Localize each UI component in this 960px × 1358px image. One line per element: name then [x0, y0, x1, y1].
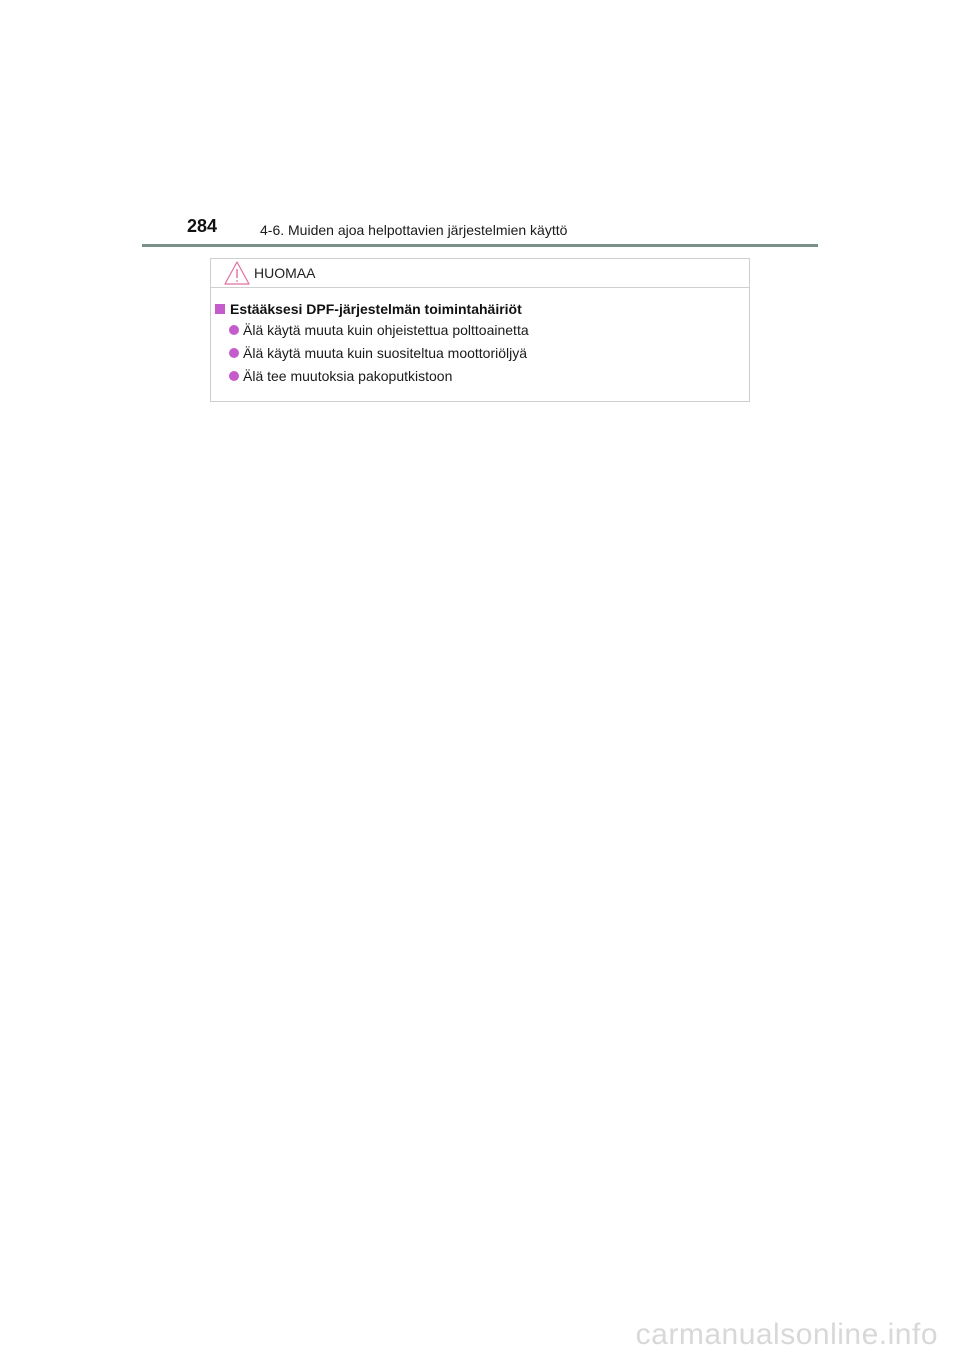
list-item: [229, 322, 529, 338]
notice-label: HUOMAA: [254, 265, 316, 281]
list-item-text: Älä tee muutoksia pakoputkistoon: [243, 368, 453, 384]
round-bullet-icon: [229, 348, 239, 358]
list-item: [229, 345, 527, 361]
notice-heading: Estääksesi DPF-järjestelmän toimintahäiriöt: [230, 301, 522, 317]
page-header: [142, 214, 818, 247]
square-bullet-icon: [215, 304, 225, 314]
section-title: 4-6. Muiden ajoa helpottavien järjestelmien käyttö: [260, 222, 568, 238]
list-item: [229, 368, 452, 384]
notice-header: [211, 259, 749, 288]
notice-heading-row: [215, 301, 522, 317]
watermark-logo: carmanualsonline.info: [635, 1318, 938, 1351]
warning-triangle-icon: [224, 261, 250, 285]
list-item-text: Älä käytä muuta kuin suositeltua moottoriöljyä: [243, 345, 528, 361]
round-bullet-icon: [229, 371, 239, 381]
page-number: 284: [187, 216, 218, 236]
list-item-text: Älä käytä muuta kuin ohjeistettua polttoainetta: [243, 322, 529, 338]
round-bullet-icon: [229, 325, 239, 335]
notice-box: [210, 258, 750, 402]
